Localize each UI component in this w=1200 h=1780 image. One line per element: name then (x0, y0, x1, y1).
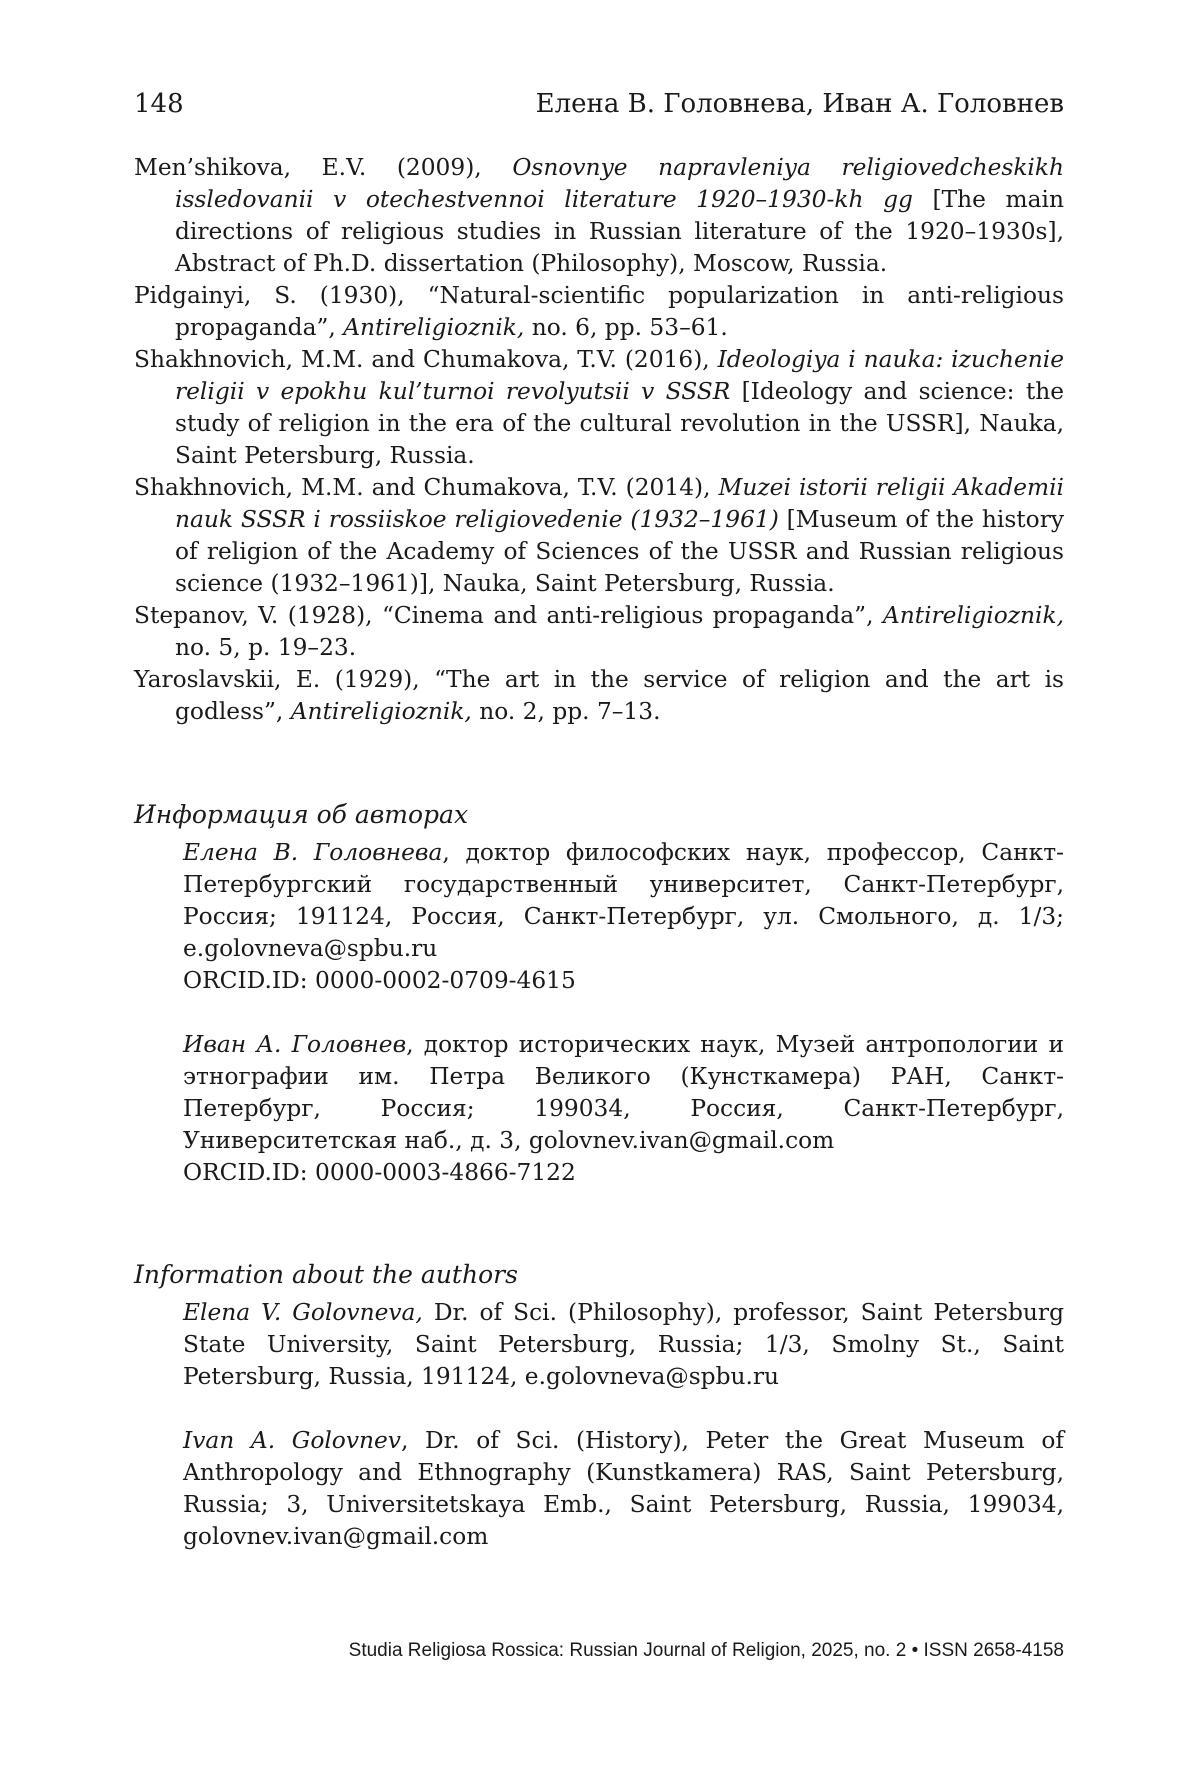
reference-authors: Pidgainyi, S. (1930), “Natural-scientific popularization in anti-religious propaganda”, (134, 282, 1064, 341)
author-name: Elena V. Golovneva, (183, 1299, 423, 1326)
reference-list (134, 152, 1064, 728)
author-details: , доктор исторических наук, Музей антропологии и этнографии им. Петра Великого (Кунсткамера) РАН, Санкт-Петербург, Россия; 199034, Россия, Санкт-Петербург, Университетская наб., д. 3, golovnev.ivan@gmail.com (183, 1031, 1064, 1154)
author-orcid: ORCID.ID: 0000-0002-0709-4615 (183, 967, 576, 994)
reference-authors: Shakhnovich, M.M. and Chumakova, T.V. (2014), (134, 474, 719, 501)
author-name: Елена В. Головнева (183, 839, 443, 866)
reference-title: Antireligioznik, (882, 602, 1064, 629)
reference-title: Muzei istorii religii Akademii nauk SSSR i rossiiskoe religiovedenie (1932–1961) (175, 474, 1065, 533)
author-info-ru-2 (183, 1029, 1064, 1189)
reference-authors: Yaroslavskii, E. (1929), “The art in the service of religion and the art is godless”, (134, 666, 1064, 725)
reference-title: Ideologiya i nauka: izuchenie religii v epokhu kul’turnoi revolyutsii v SSSR (175, 346, 1064, 405)
section-heading-ru: Информация об авторах (134, 800, 469, 829)
section-heading-en: Information about the authors (134, 1260, 518, 1289)
page-footer: Studia Religiosa Rossica: Russian Journal of Religion, 2025, no. 2 • ISSN 2658-4158 (348, 1640, 1064, 1661)
author-info-en-1 (183, 1297, 1064, 1393)
reference-title: Antireligioznik, (290, 698, 472, 725)
author-details: , Dr. of Sci. (History), Peter the Great Museum of Anthropology and Ethnography (Kunstkamera) RAS, Saint Petersburg, Russia; 3, Universitetskaya Emb., Saint Petersburg, Russia, 199034, golovnev.ivan@gmail.com (183, 1427, 1064, 1550)
reference-rest: [The main directions of religious studies in Russian literature of the 1920–1930s], Abstract of Ph.D. dissertation (Philosophy), Moscow, Russia. (175, 186, 1064, 277)
reference-rest: no. 6, pp. 53–61. (524, 314, 728, 341)
reference-authors: Shakhnovich, M.M. and Chumakova, T.V. (2016), (134, 346, 718, 373)
reference-rest: no. 5, p. 19–23. (175, 634, 357, 661)
page-number: 148 (134, 89, 184, 119)
author-details: Dr. of Sci. (Philosophy), professor, Saint Petersburg State University, Saint Petersburg, Russia; 1/3, Smolny St., Saint Petersburg, Russia, 191124, e.golovneva@spbu.ru (183, 1299, 1064, 1390)
reference-rest: [Ideology and science: the study of religion in the era of the cultural revolution in the USSR], Nauka, Saint Petersburg, Russia. (175, 378, 1064, 469)
reference-rest: no. 2, pp. 7–13. (471, 698, 661, 725)
reference-item (134, 472, 1064, 600)
reference-authors: Stepanov, V. (1928), “Cinema and anti-religious propaganda”, (134, 602, 883, 629)
author-info-ru-1 (183, 837, 1064, 997)
author-details: , доктор философских наук, профессор, Санкт-Петербургский государственный университет, Санкт-Петербург, Россия; 191124, Россия, Санкт-Петербург, ул. Смольного, д. 1/3; e.golovneva@spbu.ru (183, 839, 1064, 962)
author-info-en-2 (183, 1425, 1064, 1553)
reference-item (134, 280, 1064, 344)
reference-item (134, 600, 1064, 664)
author-orcid: ORCID.ID: 0000-0003-4866-7122 (183, 1159, 576, 1186)
reference-item (134, 344, 1064, 472)
reference-title: Antireligioznik, (343, 314, 525, 341)
author-name: Ivan A. Golovnev (183, 1427, 401, 1454)
running-head: Елена В. Головнева, Иван А. Головнев (535, 89, 1064, 119)
reference-item (134, 664, 1064, 728)
reference-rest: [Museum of the history of religion of the Academy of Sciences of the USSR and Russian religious science (1932–1961)], Nauka, Saint Petersburg, Russia. (175, 506, 1064, 597)
reference-title: Osnovnye napravleniya religiovedcheskikh issledovanii v otechestvennoi literature 1920–1930-kh gg (175, 154, 1065, 213)
reference-authors: Men’shikova, E.V. (2009), (134, 154, 513, 181)
author-name: Иван А. Головнев (183, 1031, 407, 1058)
reference-item (134, 152, 1064, 280)
